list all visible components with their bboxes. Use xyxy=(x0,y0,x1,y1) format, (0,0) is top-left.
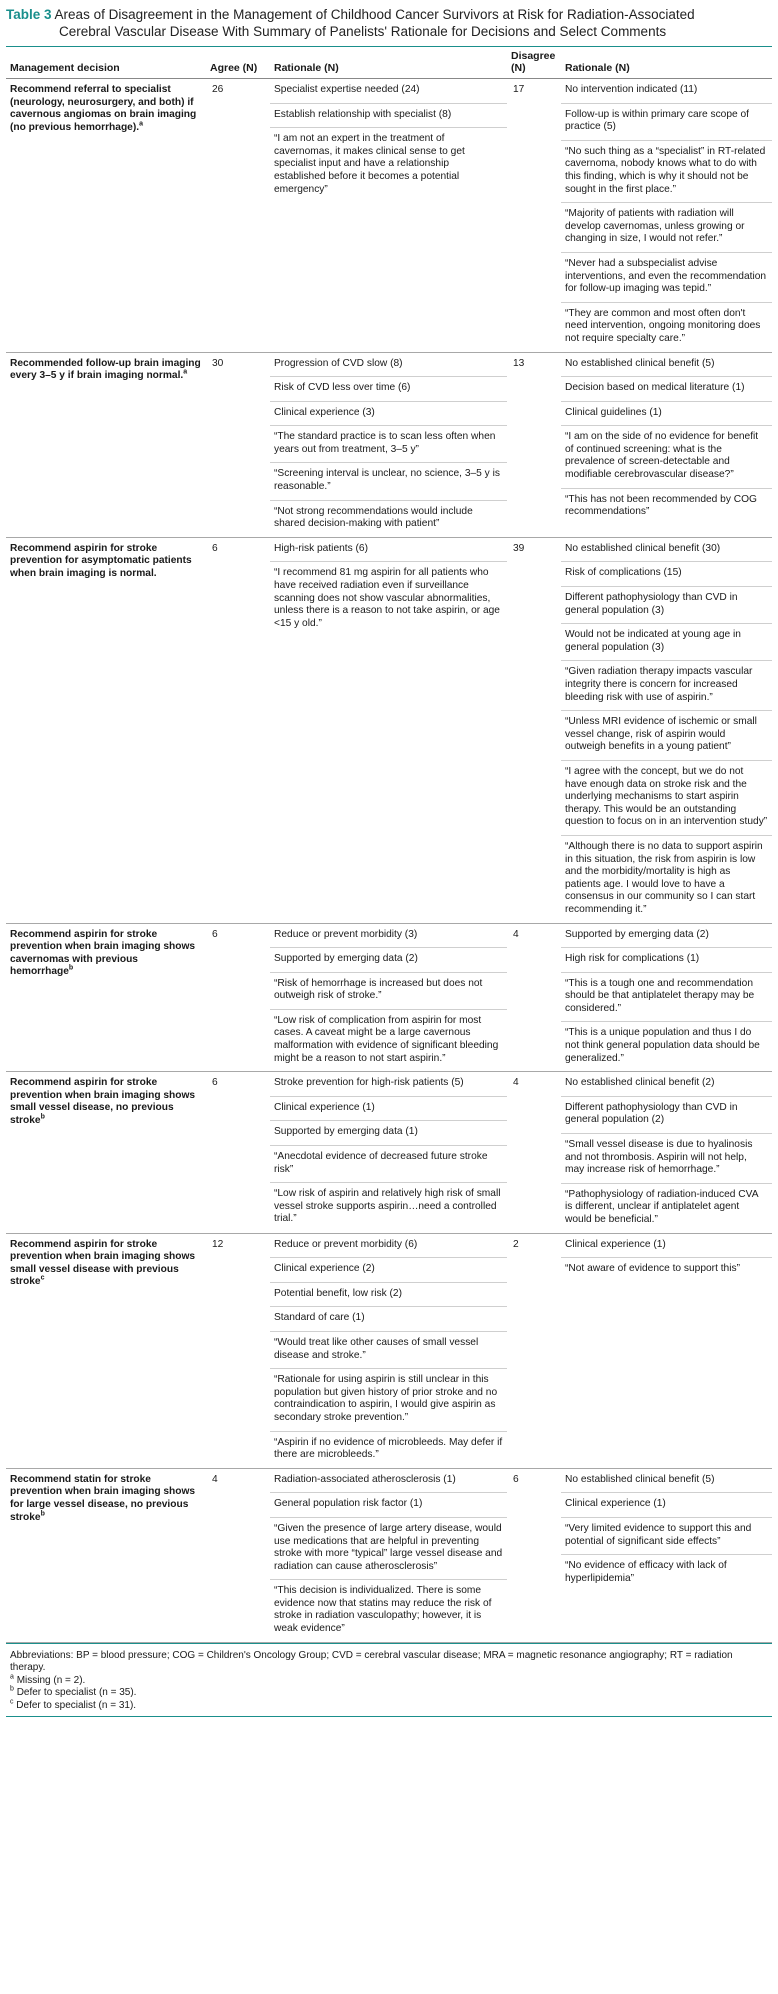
agree-quote: “Not strong recommendations would include shared decision-making with patient” xyxy=(274,505,473,530)
disagree-rationale-cell xyxy=(561,537,772,923)
agree-rationale-cell xyxy=(270,923,507,1072)
decision-cell xyxy=(6,1468,206,1642)
agree-reason: Reduce or prevent morbidity (6) xyxy=(270,1234,507,1259)
disagree-reason: Decision based on medical literature (1) xyxy=(561,377,772,402)
disagree-reason: Clinical experience (1) xyxy=(565,1498,666,1510)
disagree-reasons xyxy=(561,1072,772,1134)
disagree-rationale-cell xyxy=(561,1072,772,1233)
agree-rationale-cell xyxy=(270,1072,507,1233)
abbreviations-note: Abbreviations: BP = blood pressure; COG = Children's Oncology Group; CVD = cerebral vascular disease; MRA = magnetic resonance angiography; RT = radiation therapy. xyxy=(10,1649,733,1674)
disagree-reason: No established clinical benefit (30) xyxy=(561,538,772,563)
agree-reason: Progression of CVD slow (8) xyxy=(270,353,507,378)
disagree-count: 17 xyxy=(513,84,525,95)
table-label: Table 3 xyxy=(6,7,52,22)
disagree-count: 13 xyxy=(513,357,525,369)
disagree-reasons xyxy=(561,353,772,427)
agree-rationale-cell xyxy=(270,352,507,537)
agree-quote: “Given the presence of large artery disease, would use medications that are helpful in preventing stroke with more “typical” large vessel disease and radiation can cause atherosclerosis” xyxy=(270,1518,507,1580)
decision-cell xyxy=(6,1233,206,1468)
agree-count-cell xyxy=(206,923,270,1072)
agree-reason: Clinical experience (2) xyxy=(270,1258,507,1283)
disagree-count: 4 xyxy=(513,928,519,940)
disagree-quote: “Very limited evidence to support this and potential of significant side effects” xyxy=(561,1518,772,1555)
agree-reasons xyxy=(270,1234,507,1332)
agree-quote: “Aspirin if no evidence of microbleeds. May defer if there are microbleeds.” xyxy=(274,1436,503,1461)
agree-quote: “Would treat like other causes of small vessel disease and stroke.” xyxy=(270,1332,507,1369)
footnote-c: $^c$ Defer to specialist (n = 31). xyxy=(10,1698,137,1711)
disagree-reason: Different pathophysiology than CVD in general population (2) xyxy=(565,1101,738,1126)
agree-quote: “I recommend 81 mg aspirin for all patients who have received radiation even if surveillance scanning does not show vascular abnormalities, unless there is a reason to not take aspirin, or age <15 y old.” xyxy=(274,567,500,629)
disagree-quote: “Although there is no data to support aspirin in this situation, the risk from aspirin is low and the morbidity/mortality is high as patients age. I would love to have a consensus in our community so I can start recommending it.” xyxy=(565,840,763,915)
table-title-line2: Cerebral Vascular Disease With Summary of Panelists' Rationale for Decisions and Select Comments xyxy=(59,24,667,39)
agree-reason: Risk of CVD less over time (6) xyxy=(270,377,507,402)
agree-quote: “The standard practice is to scan less often when years out from treatment, 3–5 y” xyxy=(270,426,507,463)
disagree-quote: “Never had a subspecialist advise interventions, and even the recommendation for follow-up imaging was tepid.” xyxy=(561,253,772,303)
agree-count: 4 xyxy=(212,1473,218,1485)
agree-reason: General population risk factor (1) xyxy=(274,1498,423,1510)
header-disagree: Disagree (N) xyxy=(507,47,561,79)
footnote-mark: c xyxy=(40,1274,45,1282)
table-row xyxy=(6,1233,772,1468)
agree-quote: “Low risk of aspirin and relatively high risk of small vessel stroke supports aspirin…need a controlled trial.” xyxy=(274,1188,501,1225)
agree-quote: “This decision is individualized. There is some evidence now that statins may reduce the risk of stroke in radiation vasculopathy; however, it is weak evidence” xyxy=(274,1585,492,1635)
disagree-quote: “I agree with the concept, but we do not have enough data on stroke risk and the underlying mechanisms to start aspirin therapy. This would be an outstanding question to focus on in an intervention study” xyxy=(561,761,772,836)
agree-count: 6 xyxy=(212,928,218,940)
agree-reason: Clinical experience (1) xyxy=(270,1097,507,1122)
disagree-reason: Would not be indicated at young age in general population (3) xyxy=(565,629,741,653)
agree-reasons xyxy=(270,79,507,128)
disagree-quote: “No such thing as a “specialist” in RT-related cavernoma, nobody knows what to do with this finding, which is why it should not be sought in the first place.” xyxy=(561,141,772,203)
agree-count: 6 xyxy=(212,542,218,554)
decision-text: Recommend statin for stroke prevention when brain imaging shows for large vessel disease, no previous stroke xyxy=(10,1473,196,1523)
disagree-quote: “Not aware of evidence to support this” xyxy=(565,1263,740,1275)
page xyxy=(0,6,778,1717)
agree-count: 6 xyxy=(212,1077,218,1089)
disagree-quote: “Pathophysiology of radiation-induced CVA is different, unclear if antiplatelet agent would be beneficial.” xyxy=(565,1188,758,1225)
disagree-count-cell xyxy=(507,1072,561,1233)
header-row xyxy=(6,47,772,79)
disagree-quote: “I am on the side of no evidence for benefit of continued screening: what is the prevalence of screen-detectable and modifiable cerebrovascular disease?” xyxy=(561,426,772,488)
header-rationale-agree: Rationale (N) xyxy=(270,47,507,79)
agree-quote: “Screening interval is unclear, no science, 3–5 y is reasonable.” xyxy=(270,463,507,500)
disagree-reason: No intervention indicated (11) xyxy=(561,79,772,104)
disagree-count-cell xyxy=(507,537,561,923)
agree-reason: Reduce or prevent morbidity (3) xyxy=(270,924,507,949)
decision-cell xyxy=(6,1072,206,1233)
decision-cell xyxy=(6,79,206,353)
disagree-rationale-cell xyxy=(561,923,772,1072)
disagree-quote: “Unless MRI evidence of ischemic or small vessel change, risk of aspirin would outweigh benefits in a young patient” xyxy=(561,711,772,761)
disagree-reasons xyxy=(561,538,772,662)
agree-reason: Establish relationship with specialist (8) xyxy=(274,108,452,120)
agree-quote: “Risk of hemorrhage is increased but does not outweigh risk of stroke.” xyxy=(270,973,507,1010)
disagree-count-cell xyxy=(507,1468,561,1642)
disagree-quote: “This is a unique population and thus I do not think general population data should be generalized.” xyxy=(565,1027,760,1064)
agree-reason: Radiation-associated atherosclerosis (1) xyxy=(270,1469,507,1494)
disagree-count: 4 xyxy=(513,1077,519,1089)
decision-text: Recommend referral to specialist (neurology, neurosurgery, and both) if cavernous angiomas on brain imaging (no previous hemorrhage). xyxy=(10,84,197,133)
agree-reason: Stroke prevention for high-risk patients (5) xyxy=(270,1072,507,1097)
header-agree: Agree (N) xyxy=(206,47,270,79)
disagree-reason: No established clinical benefit (5) xyxy=(561,1469,772,1494)
disagree-count-cell xyxy=(507,352,561,537)
footnote-mark: a xyxy=(183,368,188,376)
decision-text: Recommend aspirin for stroke prevention for asymptomatic patients when brain imaging is normal. xyxy=(10,542,192,580)
decision-text: Recommend aspirin for stroke prevention when brain imaging shows cavernomas with previous hemorrhage xyxy=(10,928,196,978)
decision-text: Recommended follow-up brain imaging every 3–5 y if brain imaging normal. xyxy=(10,357,201,382)
table-row xyxy=(6,1468,772,1642)
disagree-quote: “Small vessel disease is due to hyalinosis and not thrombosis. Aspirin will not help, may increase risk of hemorrhage.” xyxy=(561,1134,772,1184)
agree-reason: Standard of care (1) xyxy=(274,1312,365,1324)
disagree-reason: Clinical guidelines (1) xyxy=(565,406,662,418)
disagree-reasons xyxy=(561,79,772,141)
decision-cell xyxy=(6,352,206,537)
agree-count: 30 xyxy=(212,357,224,369)
agree-reasons xyxy=(270,353,507,427)
table-title-line1: Areas of Disagreement in the Management of Childhood Cancer Survivors at Risk for Radiation-Associated xyxy=(54,7,695,22)
disagree-rationale-cell xyxy=(561,79,772,353)
disagree-count-cell xyxy=(507,1233,561,1468)
decision-text: Recommend aspirin for stroke prevention when brain imaging shows small vessel disease, no previous stroke xyxy=(10,1077,196,1127)
disagree-count: 2 xyxy=(513,1238,519,1250)
table-title xyxy=(6,6,772,40)
disagree-reason: Follow-up is within primary care scope of practice (5) xyxy=(565,108,750,133)
agree-reason: Specialist expertise needed (24) xyxy=(270,79,507,104)
disagree-quote: “Given radiation therapy impacts vascular integrity there is concern for increased bleeding risk with use of aspirin.” xyxy=(561,661,772,711)
agree-reasons xyxy=(270,538,507,563)
disagree-reason: Risk of complications (15) xyxy=(561,562,772,587)
decision-cell xyxy=(6,537,206,923)
footnote-mark: b xyxy=(68,964,74,972)
agree-count: 26 xyxy=(212,84,224,95)
disagree-rationale-cell xyxy=(561,352,772,537)
disagree-quote: “They are common and most often don't need intervention, ongoing monitoring does not require specialty care.” xyxy=(565,307,761,344)
table-row xyxy=(6,923,772,1072)
header-decision: Management decision xyxy=(6,47,206,79)
disagree-count: 39 xyxy=(513,542,525,554)
disagree-reason: Different pathophysiology than CVD in general population (3) xyxy=(561,587,772,624)
agree-reason: High-risk patients (6) xyxy=(274,542,368,554)
disagreement-table xyxy=(6,47,772,1643)
disagree-count-cell xyxy=(507,79,561,353)
disagree-reason: Supported by emerging data (2) xyxy=(561,924,772,949)
disagree-reason: No established clinical benefit (2) xyxy=(561,1072,772,1097)
agree-reason: Supported by emerging data (2) xyxy=(274,953,418,965)
disagree-reasons xyxy=(561,1469,772,1518)
agree-reason: Potential benefit, low risk (2) xyxy=(270,1283,507,1308)
agree-count-cell xyxy=(206,1468,270,1642)
footnote-mark: b xyxy=(40,1113,45,1121)
agree-count-cell xyxy=(206,1072,270,1233)
footnote-mark: a xyxy=(139,120,143,128)
disagree-reasons xyxy=(561,924,772,973)
agree-rationale-cell xyxy=(270,79,507,353)
disagree-reason: Clinical experience (1) xyxy=(565,1238,666,1250)
agree-reason: Clinical experience (3) xyxy=(274,406,375,418)
agree-rationale-cell xyxy=(270,1468,507,1642)
disagree-rationale-cell xyxy=(561,1468,772,1642)
table-body xyxy=(6,79,772,1643)
disagree-rationale-cell xyxy=(561,1233,772,1468)
agree-rationale-cell xyxy=(270,1233,507,1468)
disagree-quote: “This is a tough one and recommendation should be that antiplatelet therapy may be considered.” xyxy=(561,973,772,1023)
disagree-quote: “This has not been recommended by COG recommendations” xyxy=(565,493,757,518)
agree-quote: “Low risk of complication from aspirin for most cases. A caveat might be a large cavernous malformation with evidence of significant bleeding might be a reason to not start aspirin.” xyxy=(274,1014,499,1064)
disagree-quote: “Majority of patients with radiation will develop cavernomas, unless growing or changing in size, I would not refer.” xyxy=(561,203,772,253)
disagree-reason: High risk for complications (1) xyxy=(565,953,700,965)
agree-reasons xyxy=(270,1072,507,1146)
header-rationale-disagree: Rationale (N) xyxy=(561,47,772,79)
decision-cell xyxy=(6,923,206,1072)
footnote-mark: b xyxy=(40,1510,45,1518)
footnote-a: $^a$ Missing (n = 2). xyxy=(10,1673,86,1686)
disagree-reasons xyxy=(561,1234,772,1259)
agree-count-cell xyxy=(206,1233,270,1468)
table-row xyxy=(6,1072,772,1233)
decision-text: Recommend aspirin for stroke prevention when brain imaging shows small vessel disease with previous stroke xyxy=(10,1238,196,1288)
disagree-quote: “No evidence of efficacy with lack of hyperlipidemia” xyxy=(565,1560,727,1584)
agree-count-cell xyxy=(206,79,270,353)
disagree-count-cell xyxy=(507,923,561,1072)
agree-quote: “Rationale for using aspirin is still unclear in this population but given history of prior stroke and no contraindication to aspirin, I would give aspirin as secondary stroke prevention.” xyxy=(270,1369,507,1431)
footnote-b: $^b$ Defer to specialist (n = 35). xyxy=(10,1685,137,1699)
agree-quote: “I am not an expert in the treatment of cavernomas, it makes clinical sense to get specialist input and have a relationship established before it becomes a potential emergency” xyxy=(274,133,465,195)
table-row xyxy=(6,352,772,537)
agree-rationale-cell xyxy=(270,537,507,923)
table-row xyxy=(6,79,772,353)
agree-count-cell xyxy=(206,352,270,537)
footnotes xyxy=(6,1643,772,1713)
agree-quote: “Anecdotal evidence of decreased future stroke risk” xyxy=(270,1146,507,1183)
agree-count-cell xyxy=(206,537,270,923)
agree-reason: Supported by emerging data (1) xyxy=(274,1126,418,1138)
disagree-count: 6 xyxy=(513,1473,519,1485)
agree-count: 12 xyxy=(212,1238,224,1250)
table-row xyxy=(6,537,772,923)
disagree-reason: No established clinical benefit (5) xyxy=(561,353,772,378)
agree-reasons xyxy=(270,1469,507,1518)
agree-reasons xyxy=(270,924,507,973)
bottom-rule xyxy=(6,1716,772,1717)
